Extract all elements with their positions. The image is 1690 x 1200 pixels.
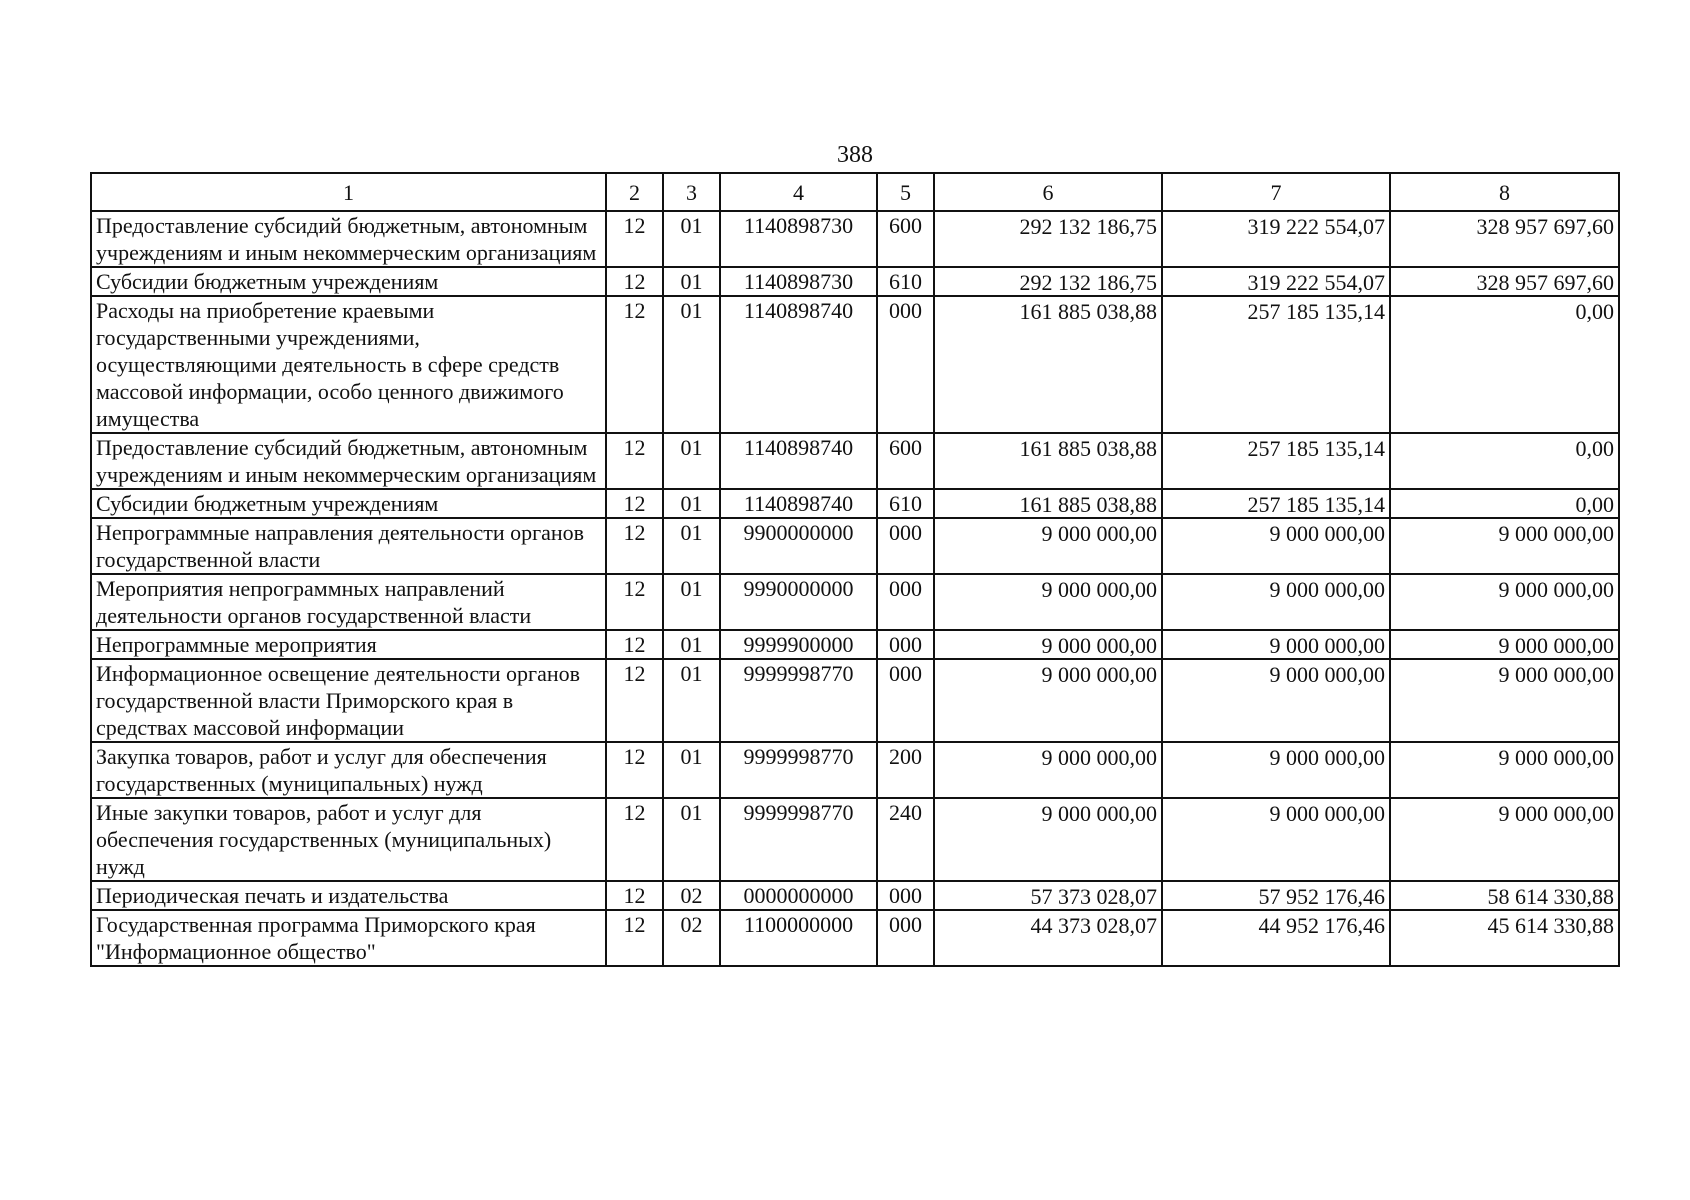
row-section: 12 [606, 798, 663, 881]
row-target-code: 0000000000 [720, 881, 877, 910]
header-col-7: 7 [1162, 173, 1390, 211]
row-expense-type: 600 [877, 433, 934, 489]
row-expense-type: 200 [877, 742, 934, 798]
row-amount-6: 292 132 186,75 [934, 267, 1162, 296]
row-name: Периодическая печать и издательства [91, 881, 606, 910]
table-row [91, 267, 1619, 296]
row-name: Закупка товаров, работ и услуг для обеспечения государственных (муниципальных) нужд [91, 742, 606, 798]
row-name: Предоставление субсидий бюджетным, автономным учреждениям и иным некоммерческим организациям [91, 211, 606, 267]
page-number: 388 [837, 142, 873, 168]
row-expense-type: 000 [877, 574, 934, 630]
row-target-code: 1100000000 [720, 910, 877, 966]
row-name: Непрограммные мероприятия [91, 630, 606, 659]
row-amount-6: 9 000 000,00 [934, 630, 1162, 659]
row-amount-8: 9 000 000,00 [1390, 518, 1619, 574]
table-row [91, 881, 1619, 910]
row-amount-6: 9 000 000,00 [934, 798, 1162, 881]
row-section: 12 [606, 630, 663, 659]
row-amount-8: 9 000 000,00 [1390, 742, 1619, 798]
row-expense-type: 000 [877, 910, 934, 966]
row-amount-7: 319 222 554,07 [1162, 211, 1390, 267]
row-section: 12 [606, 267, 663, 296]
row-name: Непрограммные направления деятельности органов государственной власти [91, 518, 606, 574]
header-col-2: 2 [606, 173, 663, 211]
row-subsection: 01 [663, 296, 720, 433]
row-amount-7: 9 000 000,00 [1162, 798, 1390, 881]
row-amount-7: 9 000 000,00 [1162, 518, 1390, 574]
row-amount-6: 161 885 038,88 [934, 296, 1162, 433]
table-row [91, 630, 1619, 659]
row-name: Субсидии бюджетным учреждениям [91, 267, 606, 296]
table-row [91, 489, 1619, 518]
header-col-4: 4 [720, 173, 877, 211]
row-section: 12 [606, 296, 663, 433]
row-name: Расходы на приобретение краевыми государственными учреждениями, осуществляющими деятельность в сфере средств массовой информации, особо ценного движимого имущества [91, 296, 606, 433]
row-amount-6: 9 000 000,00 [934, 518, 1162, 574]
row-name: Государственная программа Приморского края "Информационное общество" [91, 910, 606, 966]
row-target-code: 9990000000 [720, 574, 877, 630]
row-expense-type: 000 [877, 518, 934, 574]
row-amount-7: 57 952 176,46 [1162, 881, 1390, 910]
row-amount-7: 9 000 000,00 [1162, 630, 1390, 659]
row-section: 12 [606, 910, 663, 966]
row-subsection: 01 [663, 211, 720, 267]
row-amount-8: 58 614 330,88 [1390, 881, 1619, 910]
row-amount-7: 257 185 135,14 [1162, 296, 1390, 433]
row-name: Мероприятия непрограммных направлений деятельности органов государственной власти [91, 574, 606, 630]
row-amount-6: 161 885 038,88 [934, 433, 1162, 489]
table-row [91, 798, 1619, 881]
row-subsection: 01 [663, 630, 720, 659]
row-expense-type: 000 [877, 296, 934, 433]
row-amount-7: 257 185 135,14 [1162, 489, 1390, 518]
row-expense-type: 610 [877, 267, 934, 296]
row-subsection: 02 [663, 881, 720, 910]
row-subsection: 01 [663, 518, 720, 574]
row-name: Иные закупки товаров, работ и услуг для обеспечения государственных (муниципальных) нужд [91, 798, 606, 881]
row-section: 12 [606, 489, 663, 518]
table-row [91, 910, 1619, 966]
header-col-6: 6 [934, 173, 1162, 211]
row-target-code: 9999998770 [720, 659, 877, 742]
row-amount-6: 9 000 000,00 [934, 742, 1162, 798]
row-subsection: 01 [663, 742, 720, 798]
row-expense-type: 000 [877, 881, 934, 910]
row-amount-7: 44 952 176,46 [1162, 910, 1390, 966]
row-name: Субсидии бюджетным учреждениям [91, 489, 606, 518]
row-amount-6: 44 373 028,07 [934, 910, 1162, 966]
row-amount-7: 257 185 135,14 [1162, 433, 1390, 489]
row-section: 12 [606, 574, 663, 630]
table-row [91, 433, 1619, 489]
row-subsection: 01 [663, 267, 720, 296]
row-subsection: 01 [663, 489, 720, 518]
row-target-code: 9900000000 [720, 518, 877, 574]
row-expense-type: 000 [877, 630, 934, 659]
row-amount-8: 9 000 000,00 [1390, 630, 1619, 659]
table-row [91, 518, 1619, 574]
row-section: 12 [606, 211, 663, 267]
row-subsection: 01 [663, 433, 720, 489]
table-row [91, 742, 1619, 798]
header-row [91, 173, 1619, 211]
row-amount-8: 0,00 [1390, 296, 1619, 433]
row-amount-8: 328 957 697,60 [1390, 211, 1619, 267]
row-amount-6: 292 132 186,75 [934, 211, 1162, 267]
row-amount-8: 328 957 697,60 [1390, 267, 1619, 296]
row-amount-7: 9 000 000,00 [1162, 742, 1390, 798]
row-amount-8: 9 000 000,00 [1390, 659, 1619, 742]
row-subsection: 01 [663, 659, 720, 742]
row-subsection: 02 [663, 910, 720, 966]
row-name: Информационное освещение деятельности органов государственной власти Приморского края в средствах массовой информации [91, 659, 606, 742]
row-amount-6: 57 373 028,07 [934, 881, 1162, 910]
row-amount-8: 45 614 330,88 [1390, 910, 1619, 966]
row-subsection: 01 [663, 574, 720, 630]
budget-table [90, 172, 1620, 967]
table-row [91, 211, 1619, 267]
header-col-5: 5 [877, 173, 934, 211]
row-amount-6: 161 885 038,88 [934, 489, 1162, 518]
row-expense-type: 000 [877, 659, 934, 742]
table-row [91, 296, 1619, 433]
row-amount-7: 319 222 554,07 [1162, 267, 1390, 296]
row-target-code: 1140898740 [720, 489, 877, 518]
row-target-code: 1140898740 [720, 433, 877, 489]
row-name: Предоставление субсидий бюджетным, автономным учреждениям и иным некоммерческим организациям [91, 433, 606, 489]
header-col-3: 3 [663, 173, 720, 211]
row-amount-7: 9 000 000,00 [1162, 659, 1390, 742]
row-amount-7: 9 000 000,00 [1162, 574, 1390, 630]
row-amount-8: 9 000 000,00 [1390, 574, 1619, 630]
row-target-code: 1140898740 [720, 296, 877, 433]
header-col-1: 1 [91, 173, 606, 211]
row-amount-8: 0,00 [1390, 433, 1619, 489]
row-expense-type: 240 [877, 798, 934, 881]
row-target-code: 1140898730 [720, 211, 877, 267]
row-section: 12 [606, 659, 663, 742]
row-section: 12 [606, 881, 663, 910]
header-col-8: 8 [1390, 173, 1619, 211]
row-target-code: 9999998770 [720, 798, 877, 881]
row-target-code: 9999900000 [720, 630, 877, 659]
row-amount-8: 9 000 000,00 [1390, 798, 1619, 881]
row-expense-type: 600 [877, 211, 934, 267]
row-amount-6: 9 000 000,00 [934, 659, 1162, 742]
row-amount-6: 9 000 000,00 [934, 574, 1162, 630]
row-target-code: 1140898730 [720, 267, 877, 296]
row-section: 12 [606, 742, 663, 798]
row-target-code: 9999998770 [720, 742, 877, 798]
table-row [91, 574, 1619, 630]
row-section: 12 [606, 433, 663, 489]
row-subsection: 01 [663, 798, 720, 881]
row-section: 12 [606, 518, 663, 574]
row-expense-type: 610 [877, 489, 934, 518]
table-row [91, 659, 1619, 742]
row-amount-8: 0,00 [1390, 489, 1619, 518]
